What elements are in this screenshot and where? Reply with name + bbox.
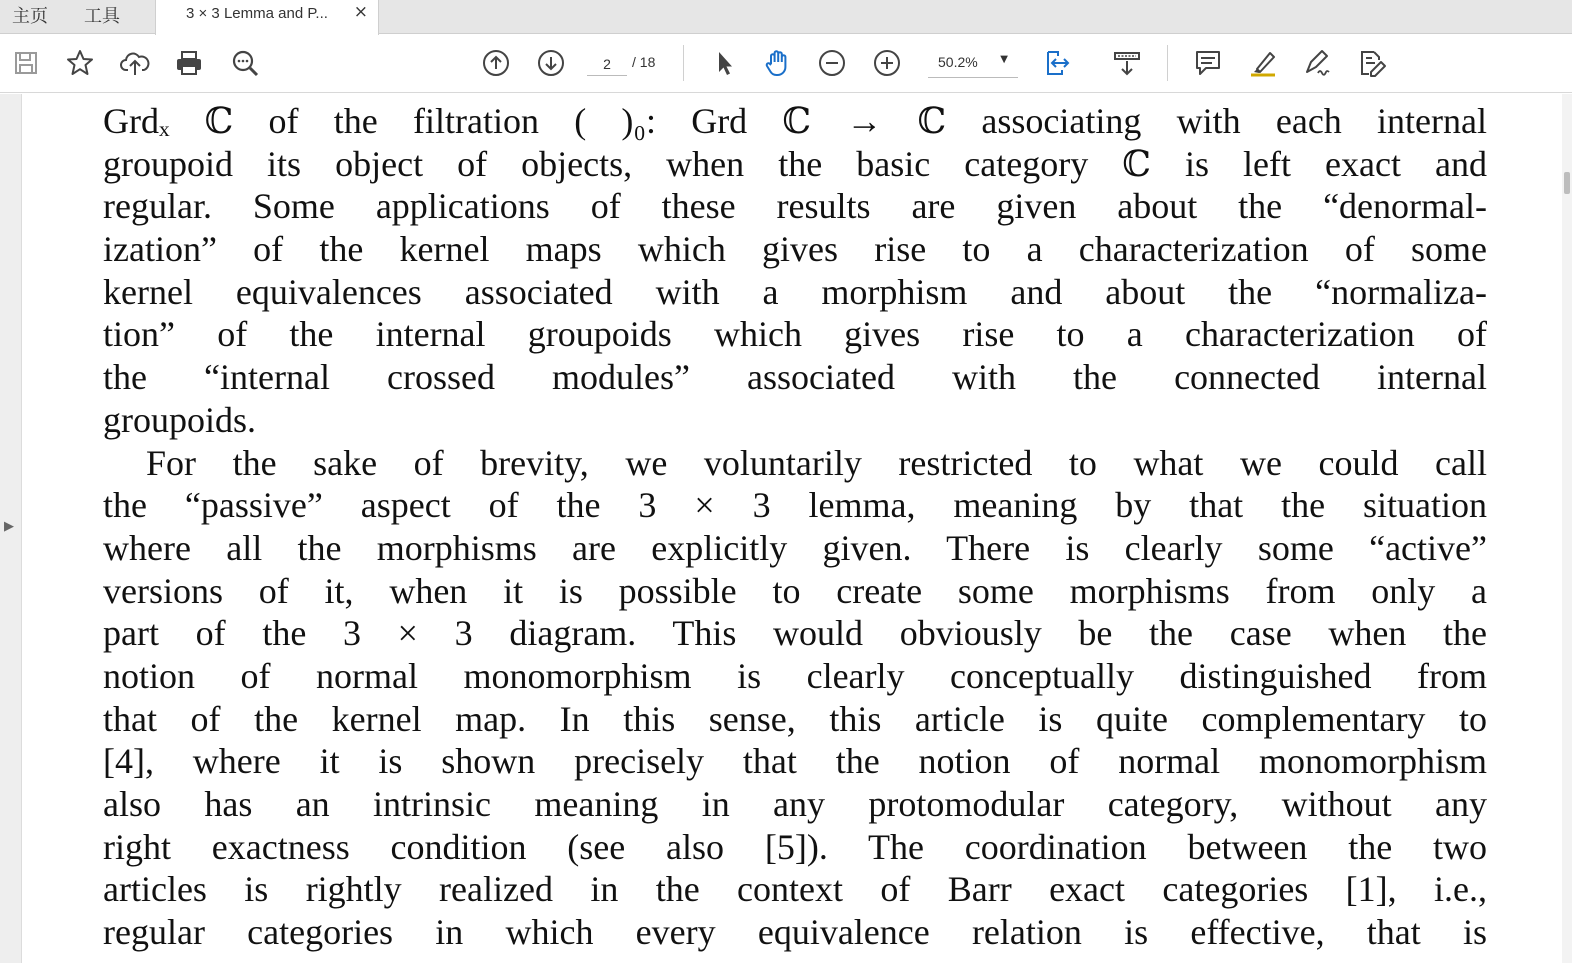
text-line: [4], where it is shown precisely that the notion of normal monomorphism [103,741,1487,782]
document-tab-title: 3 × 3 Lemma and P... [186,5,328,22]
tab-bar [0,0,1572,34]
text-line: right exactness condition (see also [5]). The coordination between the two [103,826,1487,867]
text-line: notion of normal monomorphism is clearly conceptually distinguished from [103,655,1487,696]
text-line: the “internal crossed modules” associated with the connected internal [103,357,1487,398]
sign-icon[interactable] [1300,46,1334,80]
page-number-input[interactable] [587,52,627,76]
print-icon[interactable] [172,46,206,80]
hand-tool-icon[interactable] [761,46,795,80]
bookmark-star-icon[interactable] [63,46,97,80]
document-tab[interactable] [155,0,379,35]
document-page [23,94,1562,963]
page-total: / 18 [632,54,656,70]
text-line: regular categories in which every equivalence relation is effective, that is [103,912,1487,953]
upload-cloud-icon[interactable] [118,46,152,80]
text-line: kernel equivalences associated with a morphism and about the “normaliza- [103,271,1487,312]
page-down-icon[interactable] [534,46,568,80]
page-up-icon[interactable] [479,46,513,80]
text-line: For the sake of brevity, we voluntarily restricted to what we could call [146,442,1487,483]
zoom-select[interactable] [928,50,1018,78]
text-line: also has an intrinsic meaning in any protomodular category, without any [103,784,1487,824]
text-line: articles is rightly realized in the context of Barr exact categories [1], i.e., [103,869,1487,910]
left-panel-toggle-area [0,94,22,963]
close-tab-icon[interactable]: × [353,2,368,22]
text-line: groupoids. [103,399,256,440]
toolbar-divider [1167,45,1168,81]
text-line: regular. Some applications of these results are given about the “denormal- [103,186,1487,227]
zoom-in-icon[interactable] [870,46,904,80]
text-line: ization” of the kernel maps which gives rise to a characterization of some [103,229,1487,270]
vertical-scrollbar[interactable] [1562,94,1572,963]
zoom-value: 50.2% [938,54,978,70]
save-icon[interactable] [9,46,43,80]
text-line: part of the 3 × 3 diagram. This would obviously be the case when the [103,613,1487,654]
text-line: that of the kernel map. In this sense, this article is quite complementary to [103,698,1487,739]
zoom-out-icon[interactable] [815,46,849,80]
text-line: tion” of the internal groupoids which gives rise to a characterization of [103,314,1487,355]
highlight-icon[interactable] [1246,46,1280,80]
search-zoom-icon[interactable] [228,46,262,80]
text-line: where all the morphisms are explicitly given. There is clearly some “active” [103,527,1487,568]
scrollbar-thumb[interactable] [1564,172,1570,194]
fit-page-icon[interactable] [1040,46,1074,80]
chevron-down-icon: ▼ [1000,54,1008,65]
text-line: groupoid its object of objects, when the basic category ℂ is left exact and [103,143,1487,184]
text-line: Grdₓ ℂ of the filtration ( )₀: Grd ℂ → ℂ associating with each internal [103,101,1487,141]
read-mode-icon[interactable] [1110,46,1144,80]
select-cursor-icon[interactable] [706,46,740,80]
expand-panel-icon[interactable]: ▶ [4,519,14,534]
edit-export-icon[interactable] [1355,46,1389,80]
menu-home[interactable]: 主页 [12,6,48,27]
comment-icon[interactable] [1191,46,1225,80]
document-text [103,100,1487,954]
toolbar-divider [683,45,684,81]
toolbar [0,35,1572,93]
menu-tools[interactable]: 工具 [84,6,120,27]
text-line: the “passive” aspect of the 3 × 3 lemma, meaning by that the situation [103,485,1487,526]
text-line: versions of it, when it is possible to create some morphisms from only a [103,570,1487,611]
